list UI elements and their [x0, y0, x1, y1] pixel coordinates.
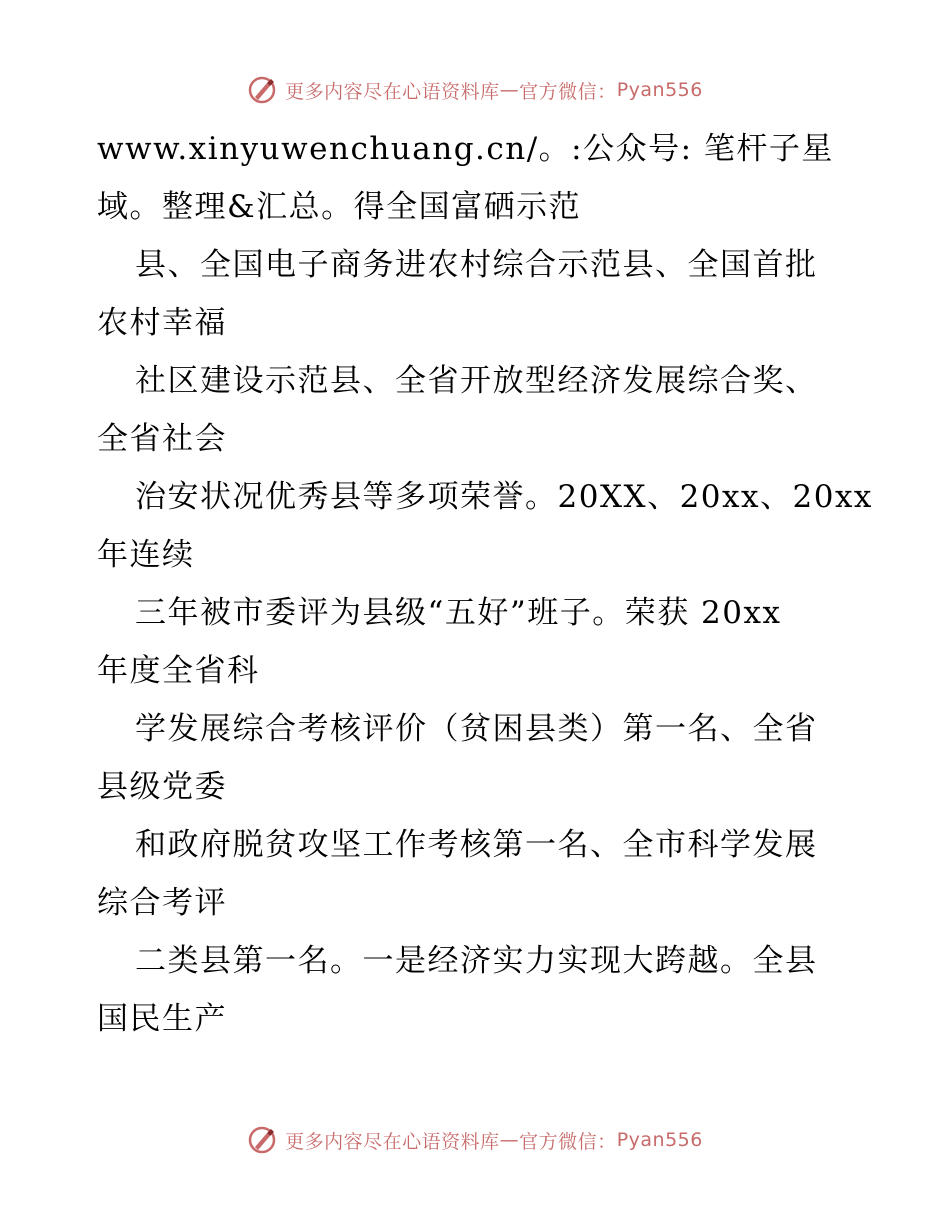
text-line: 年连续: [97, 537, 195, 573]
text-line: 综合考评: [97, 885, 227, 921]
watermark-brand-text: 更多内容尽在心语资料库: [285, 1130, 500, 1153]
watermark-wechat-label: 官方微信：: [519, 1130, 617, 1153]
text-line: 三年被市委评为县级“五好”班子。荣获 20xx: [135, 595, 782, 631]
text-line: 农村幸福: [97, 305, 227, 341]
watermark-wechat-label: 官方微信：: [519, 80, 617, 103]
text-line: 县级党委: [97, 769, 227, 805]
text-line: 和政府脱贫攻坚工作考核第一名、全市科学发展: [135, 827, 818, 863]
watermark-dash: —: [499, 79, 520, 101]
watermark-wechat-account: Pyan556: [616, 79, 703, 101]
text-line: 全省社会: [97, 421, 227, 457]
text-line: 治安状况优秀县等多项荣誉。20XX、20xx、20xx: [135, 479, 873, 515]
text-line: 国民生产: [97, 1001, 227, 1037]
watermark-wechat-account: Pyan556: [616, 1129, 703, 1151]
text-line: www.xinyuwenchuang.cn/。:公众号: 笔杆子星: [97, 131, 834, 167]
watermark-dash: —: [499, 1129, 520, 1151]
text-line: 社区建设示范县、全省开放型经济发展综合奖、: [135, 363, 818, 399]
pen-logo-icon: [247, 75, 277, 105]
text-line: 二类县第一名。一是经济实力实现大跨越。全县: [135, 943, 818, 979]
document-body: [97, 120, 873, 1048]
text-line: 年度全省科: [97, 653, 260, 689]
text-line: 学发展综合考核评价（贫困县类）第一名、全省: [135, 711, 818, 747]
text-line: 县、全国电子商务进农村综合示范县、全国首批: [135, 247, 818, 283]
text-line: 域。整理&汇总。得全国富硒示范: [97, 189, 582, 225]
header-watermark: [0, 70, 950, 110]
footer-watermark: [0, 1120, 950, 1160]
pen-logo-icon: [247, 1125, 277, 1155]
watermark-brand-text: 更多内容尽在心语资料库: [285, 80, 500, 103]
